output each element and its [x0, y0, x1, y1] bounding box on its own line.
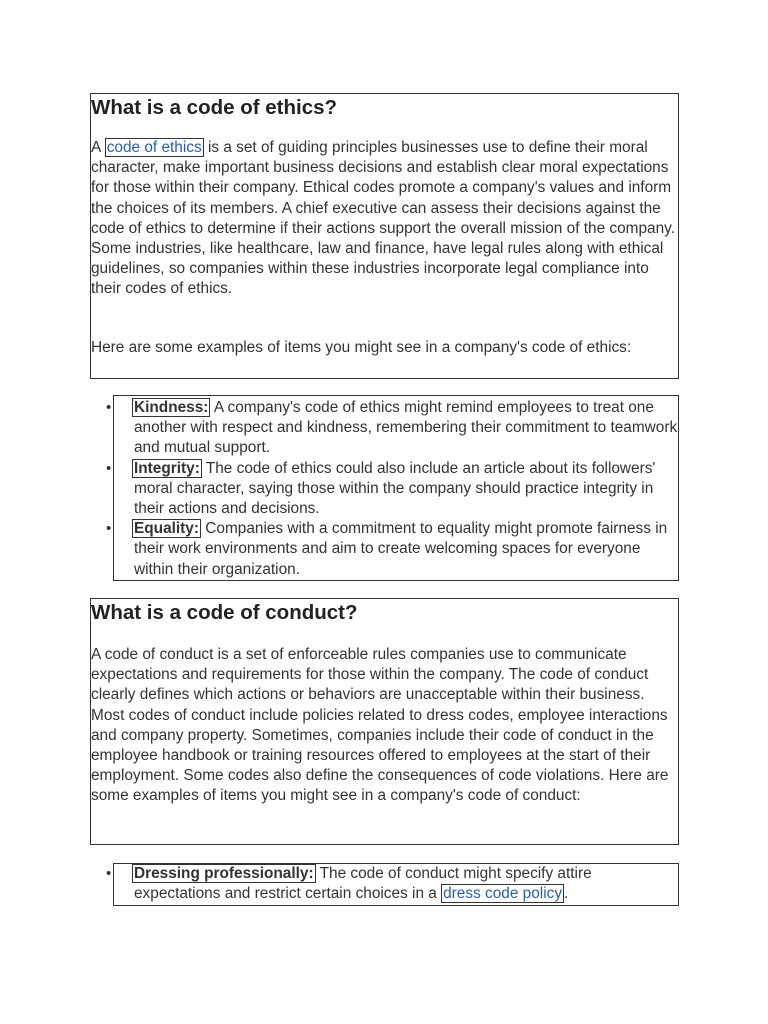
- list-item: [106, 864, 679, 904]
- list-item: [106, 519, 679, 580]
- ethics-heading: What is a code of ethics?: [91, 96, 338, 119]
- list-item-text: The code of ethics could also include an article about its followers' moral character, saying those within the company should practice integrity in their actions and decisions.: [134, 459, 656, 518]
- ethics-section: [90, 93, 679, 379]
- list-item-term: Kindness:: [134, 399, 209, 416]
- ethics-paragraph-text: is a set of guiding principles businesses use to define their moral character, make important business decisions and establish clear moral expectations for those within their company. Ethical codes promote a company's values and inform the choices of its members. A chief executive can assess their decisions against the code of ethics to determine if their actions support the overall mission of the company. Some industries, like healthcare, law and finance, have legal rules along with ethical guidelines, so companies within these industries incorporate legal compliance into their codes of ethics.: [91, 139, 676, 298]
- conduct-examples-list-box: [106, 863, 679, 906]
- ethics-paragraph-prefix: A: [91, 139, 105, 156]
- conduct-examples-list: [106, 864, 679, 904]
- bullet-icon: •: [106, 865, 112, 882]
- ethics-examples-list-box: [106, 395, 679, 581]
- conduct-heading: What is a code of conduct?: [91, 601, 358, 624]
- bullet-icon: •: [106, 459, 112, 477]
- list-item-term: Integrity:: [134, 459, 200, 477]
- ethics-examples-intro: Here are some examples of items you might see in a company's code of ethics:: [91, 339, 632, 356]
- bullet-icon: •: [106, 399, 112, 416]
- list-item-term: Equality:: [134, 520, 199, 538]
- ethics-paragraph: [91, 138, 680, 300]
- list-item-text: Companies with a commitment to equality might promote fairness in their work environments and aim to create welcoming spaces for everyone within their organization.: [134, 520, 668, 578]
- list-item-term: Dressing professionally:: [134, 865, 314, 882]
- list-item: [106, 459, 679, 520]
- dress-code-policy-link[interactable]: dress code policy: [443, 885, 563, 903]
- bullet-icon: •: [106, 520, 112, 538]
- ethics-examples-list: [106, 398, 679, 580]
- list-item: [106, 398, 679, 459]
- conduct-section: [90, 598, 679, 845]
- list-item-text: A company's code of ethics might remind employees to treat one another with respect and kindness, remembering their commitment to teamwork and mutual support.: [134, 399, 678, 457]
- list-item-text: The code of conduct might specify attire expectations and restrict certain choices in a: [134, 865, 592, 903]
- list-item-end: .: [564, 885, 569, 903]
- code-of-ethics-link[interactable]: code of ethics: [106, 139, 202, 156]
- conduct-paragraph: A code of conduct is a set of enforceable rules companies use to communicate expectations and requirements for those within the company. The code of conduct clearly defines which actions or behaviors are unacceptable within their business. Most codes of conduct include policies related to dress codes, employee interactions and company property. Sometimes, companies include their code of conduct in the employee handbook or training resources offered to employees at the start of their employment. Some codes also define the consequences of code violations. Here are some examples of items you might see in a company's code of conduct:: [91, 646, 669, 805]
